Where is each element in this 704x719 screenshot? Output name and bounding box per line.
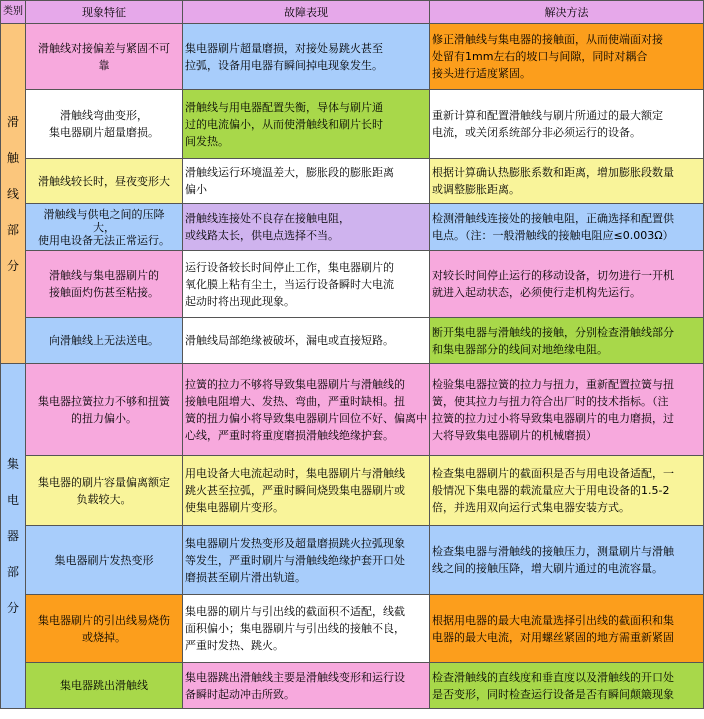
solution-cell: 修正滑触线与集电器的接触面，从而使端面对接 处留有1mm左右的坡口与间隙，同时对耦合 接头进行适度紧固。 <box>430 24 704 90</box>
cause-cell: 集电器跳出滑触线主要是滑触线变形和运行设 备瞬时起动冲击所致。 <box>183 663 430 709</box>
category-char: 触 <box>6 150 19 165</box>
table-row <box>1 24 704 90</box>
solution-cell: 断开集电器与滑触线的接触，分别检查滑触线部分 和集电器部分的线间对地绝缘电阻。 <box>430 318 704 364</box>
table-row <box>1 595 704 663</box>
cause-cell: 滑触线局部绝缘被破坏，漏电或直接短路。 <box>183 318 430 364</box>
cause-cell: 集电器的刷片与引出线的截面积不适配，线截 面积偏小；集电器刷片与引出线的接触不良， 严重时发热、跳火。 <box>183 595 430 663</box>
cause-cell: 集电器刷片发热变形及超量磨损跳火拉弧现象 等发生，严重时刷片与滑触线绝缘护套开口处 磨损甚至刷片滑出轨道。 <box>183 526 430 595</box>
symptom-cell: 集电器刷片发热变形 <box>26 526 183 595</box>
category-char: 滑 <box>6 114 19 129</box>
table-row <box>1 204 704 251</box>
table-row <box>1 251 704 318</box>
category-char: 分 <box>6 258 19 273</box>
symptom-cell: 集电器跳出滑触线 <box>26 663 183 709</box>
symptom-cell: 滑触线弯曲变形， 集电器刷片超量磨损。 <box>26 90 183 159</box>
symptom-cell: 滑触线对接偏差与紧固不可 靠 <box>26 24 183 90</box>
category-collector <box>1 364 26 709</box>
header-solution: 解决方法 <box>430 1 704 24</box>
cause-cell: 滑触线运行环境温差大，膨胀段的膨胀距离 偏小 <box>183 159 430 204</box>
cause-cell: 滑触线与用电器配置失衡，导体与刷片通 过的电流偏小，从而使滑触线和刷片长时 间发热。 <box>183 90 430 159</box>
table-row <box>1 318 704 364</box>
table-row <box>1 456 704 526</box>
solution-cell: 检查集电器刷片的截面积是否与用电设备适配，一 般情况下集电器的载流量应大于用电设备的1.5-2 倍，并选用双向运行式集电器安装方式。 <box>430 456 704 526</box>
category-char: 部 <box>6 222 19 237</box>
solution-cell: 检查集电器与滑触线的接触压力，测量刷片与滑触 线之间的接触压降，增大刷片通过的电流容量。 <box>430 526 704 595</box>
category-char: 集 <box>6 457 19 471</box>
table-row <box>1 159 704 204</box>
header-category: 类别 <box>1 1 26 24</box>
cause-cell: 集电器刷片超量磨损，对接处易跳火甚至 拉弧，设备用电器有瞬间掉电现象发生。 <box>183 24 430 90</box>
symptom-cell: 滑触线与集电器刷片的 接触面灼伤甚至粘接。 <box>26 251 183 318</box>
category-trolley-line <box>1 24 26 364</box>
table-row <box>1 90 704 159</box>
cause-cell: 用电设备大电流起动时，集电器刷片与滑触线 跳火甚至拉弧，严重时瞬间烧毁集电器刷片或 使集电器刷片变形。 <box>183 456 430 526</box>
symptom-cell: 滑触线与供电之间的压降 大， 使用电设备无法正常运行。 <box>26 204 183 251</box>
solution-cell: 检验集电器拉簧的拉力与扭力，重新配置拉簧与扭 簧，使其拉力与扭力符合出厂时的技术指标。（注 拉簧的拉力过小将导致集电器刷片的电力磨损，过 大将导致集电器刷片的机械磨损） <box>430 364 704 456</box>
solution-cell: 检测滑触线连接处的接触电阻，正确选择和配置供 电点。（注：一般滑触线的接触电阻应≤0.003Ω） <box>430 204 704 251</box>
cause-cell: 拉簧的拉力不够将导致集电器刷片与滑触线的 接触电阻增大、发热、弯曲，严重时缺相。扭 簧的扭力偏小将导致集电器刷片回位不好、偏离中 心线，严重时将重度磨损滑触线绝缘护套。 <box>183 364 430 456</box>
header-row <box>1 1 704 24</box>
table-row <box>1 526 704 595</box>
category-char: 器 <box>6 529 19 543</box>
symptom-cell: 向滑触线上无法送电。 <box>26 318 183 364</box>
category-char: 分 <box>6 601 19 615</box>
header-symptom: 现象特征 <box>26 1 183 24</box>
solution-cell: 对较长时间停止运行的移动设备，切勿进行一开机 就进入起动状态，必须使行走机构先运行。 <box>430 251 704 318</box>
category-char: 部 <box>6 565 19 579</box>
category-char: 线 <box>6 186 19 201</box>
header-cause: 故障表现 <box>183 1 430 24</box>
table-row <box>1 364 704 456</box>
table-row <box>1 663 704 709</box>
cause-cell: 滑触线连接处不良存在接触电阻， 或线路太长，供电点选择不当。 <box>183 204 430 251</box>
symptom-cell: 集电器的刷片容量偏离额定 负载较大。 <box>26 456 183 526</box>
solution-cell: 检查滑触线的直线度和垂直度以及滑触线的开口处 是否变形，同时检查运行设备是否有瞬间颠簸现象 <box>430 663 704 709</box>
symptom-cell: 滑触线较长时，昼夜变形大 <box>26 159 183 204</box>
solution-cell: 根据用电器的最大电流量选择引出线的截面积和集 电器的最大电流，对用螺丝紧固的地方需重新紧固 <box>430 595 704 663</box>
solution-cell: 根据计算确认热膨胀系数和距离，增加膨胀段数量 或调整膨胀距离。 <box>430 159 704 204</box>
symptom-cell: 集电器拉簧拉力不够和扭簧 的扭力偏小。 <box>26 364 183 456</box>
solution-cell: 重新计算和配置滑触线与刷片所通过的最大额定 电流，或关闭系统部分非必须运行的设备。 <box>430 90 704 159</box>
cause-cell: 运行设备较长时间停止工作，集电器刷片的 氧化膜上粘有尘土，当运行设备瞬时大电流 起动时将出现此现象。 <box>183 251 430 318</box>
symptom-cell: 集电器刷片的引出线易烧伤 或烧掉。 <box>26 595 183 663</box>
category-char: 电 <box>6 493 19 507</box>
